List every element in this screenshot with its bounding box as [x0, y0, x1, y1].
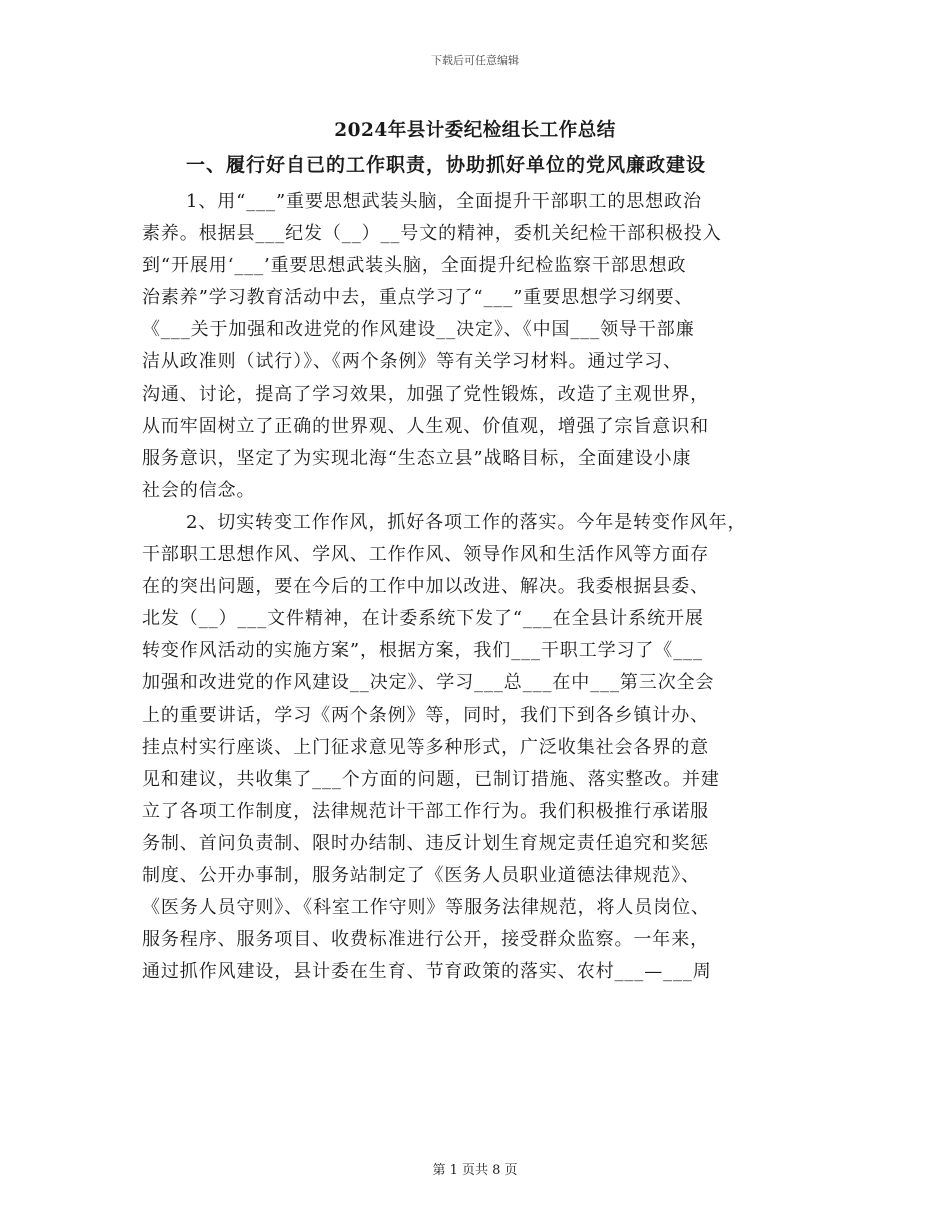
body-text — [142, 186, 822, 988]
text-line: 社会的信念。 — [142, 479, 256, 501]
text-line: 洁从政准则（试行）》、《两个条例》等有关学习材料。通过学习、 — [142, 351, 682, 373]
text-line: 素养。根据县___纪发（__）__号文的精神，委机关纪检干部积极投入 — [142, 223, 722, 245]
text-line: 沟通、讨论，提高了学习效果，加强了党性锻炼，改造了主观世界， — [142, 383, 709, 405]
text-line: 制度、公开办事制，服务站制定了《医务人员职业道德法律规范》、 — [142, 864, 700, 886]
page-number-footer: 第 1 页共 8 页 — [432, 1163, 518, 1178]
text-line: 务制、首问负责制、限时办结制、违反计划生育规定责任追究和奖惩 — [142, 832, 709, 854]
text-line: 转变作风活动的实施方案”，根据方案，我们___干职工学习了《___ — [142, 640, 703, 662]
text-line: 到“开展用‘___’重要思想武装头脑，全面提升纪检监察干部思想政 — [142, 255, 687, 277]
page-title: 2024年县计委纪检组长工作总结 — [334, 120, 616, 141]
text-line: 服务意识，坚定了为实现北海“生态立县”战略目标，全面建设小康 — [142, 447, 692, 469]
text-line: 2、切实转变工作作风，抓好各项工作的落实。今年是转变作风年， — [186, 511, 747, 533]
text-line: 服务程序、服务项目、收费标准进行公开，接受群众监察。一年来， — [142, 929, 709, 951]
section-heading: 一、履行好自已的工作职责，协助抓好单位的党风廉政建设 — [186, 154, 707, 176]
text-line: 见和建议，共收集了___个方面的问题，已制订措施、落实整改。并建 — [142, 768, 720, 790]
header-note: 下载后可任意编辑 — [431, 54, 519, 67]
text-line: 立了各项工作制度，法律规范计干部工作行为。我们积极推行承诺服 — [142, 800, 709, 822]
text-line: 北发（__）___文件精神，在计委系统下发了“___在全县计系统开展 — [142, 608, 704, 630]
text-line: 加强和改进党的作风建设__决定》、学习___总___在中___第三次全会 — [142, 672, 715, 694]
text-line: 《医务人员守则》、《科室工作守则》等服务法律规范，将人员岗位、 — [142, 897, 710, 919]
text-line: 治素养”学习教育活动中去，重点学习了“___”重要思想学习纲要、 — [142, 287, 694, 309]
text-line: 从而牢固树立了正确的世界观、人生观、价值观，增强了宗旨意识和 — [142, 415, 709, 437]
text-line: 在的突出问题，要在今后的工作中加以改进、解决。我委根据县委、 — [142, 576, 709, 598]
text-line: 1、用“___”重要思想武装头脑，全面提升干部职工的思想政治 — [186, 191, 702, 212]
text-line: 干部职工思想作风、学风、工作作风、领导作风和生活作风等方面存 — [142, 544, 709, 566]
text-line: 通过抓作风建设，县计委在生育、节育政策的落实、农村___—___周 — [142, 961, 712, 983]
text-line: 上的重要讲话，学习《两个条例》等，同时，我们下到各乡镇计办、 — [142, 704, 709, 726]
text-line: 《___关于加强和改进党的作风建设__决定》、《中国___领导干部廉 — [142, 319, 695, 341]
text-line: 挂点村实行座谈、上门征求意见等多种形式，广泛收集社会各界的意 — [142, 736, 709, 758]
